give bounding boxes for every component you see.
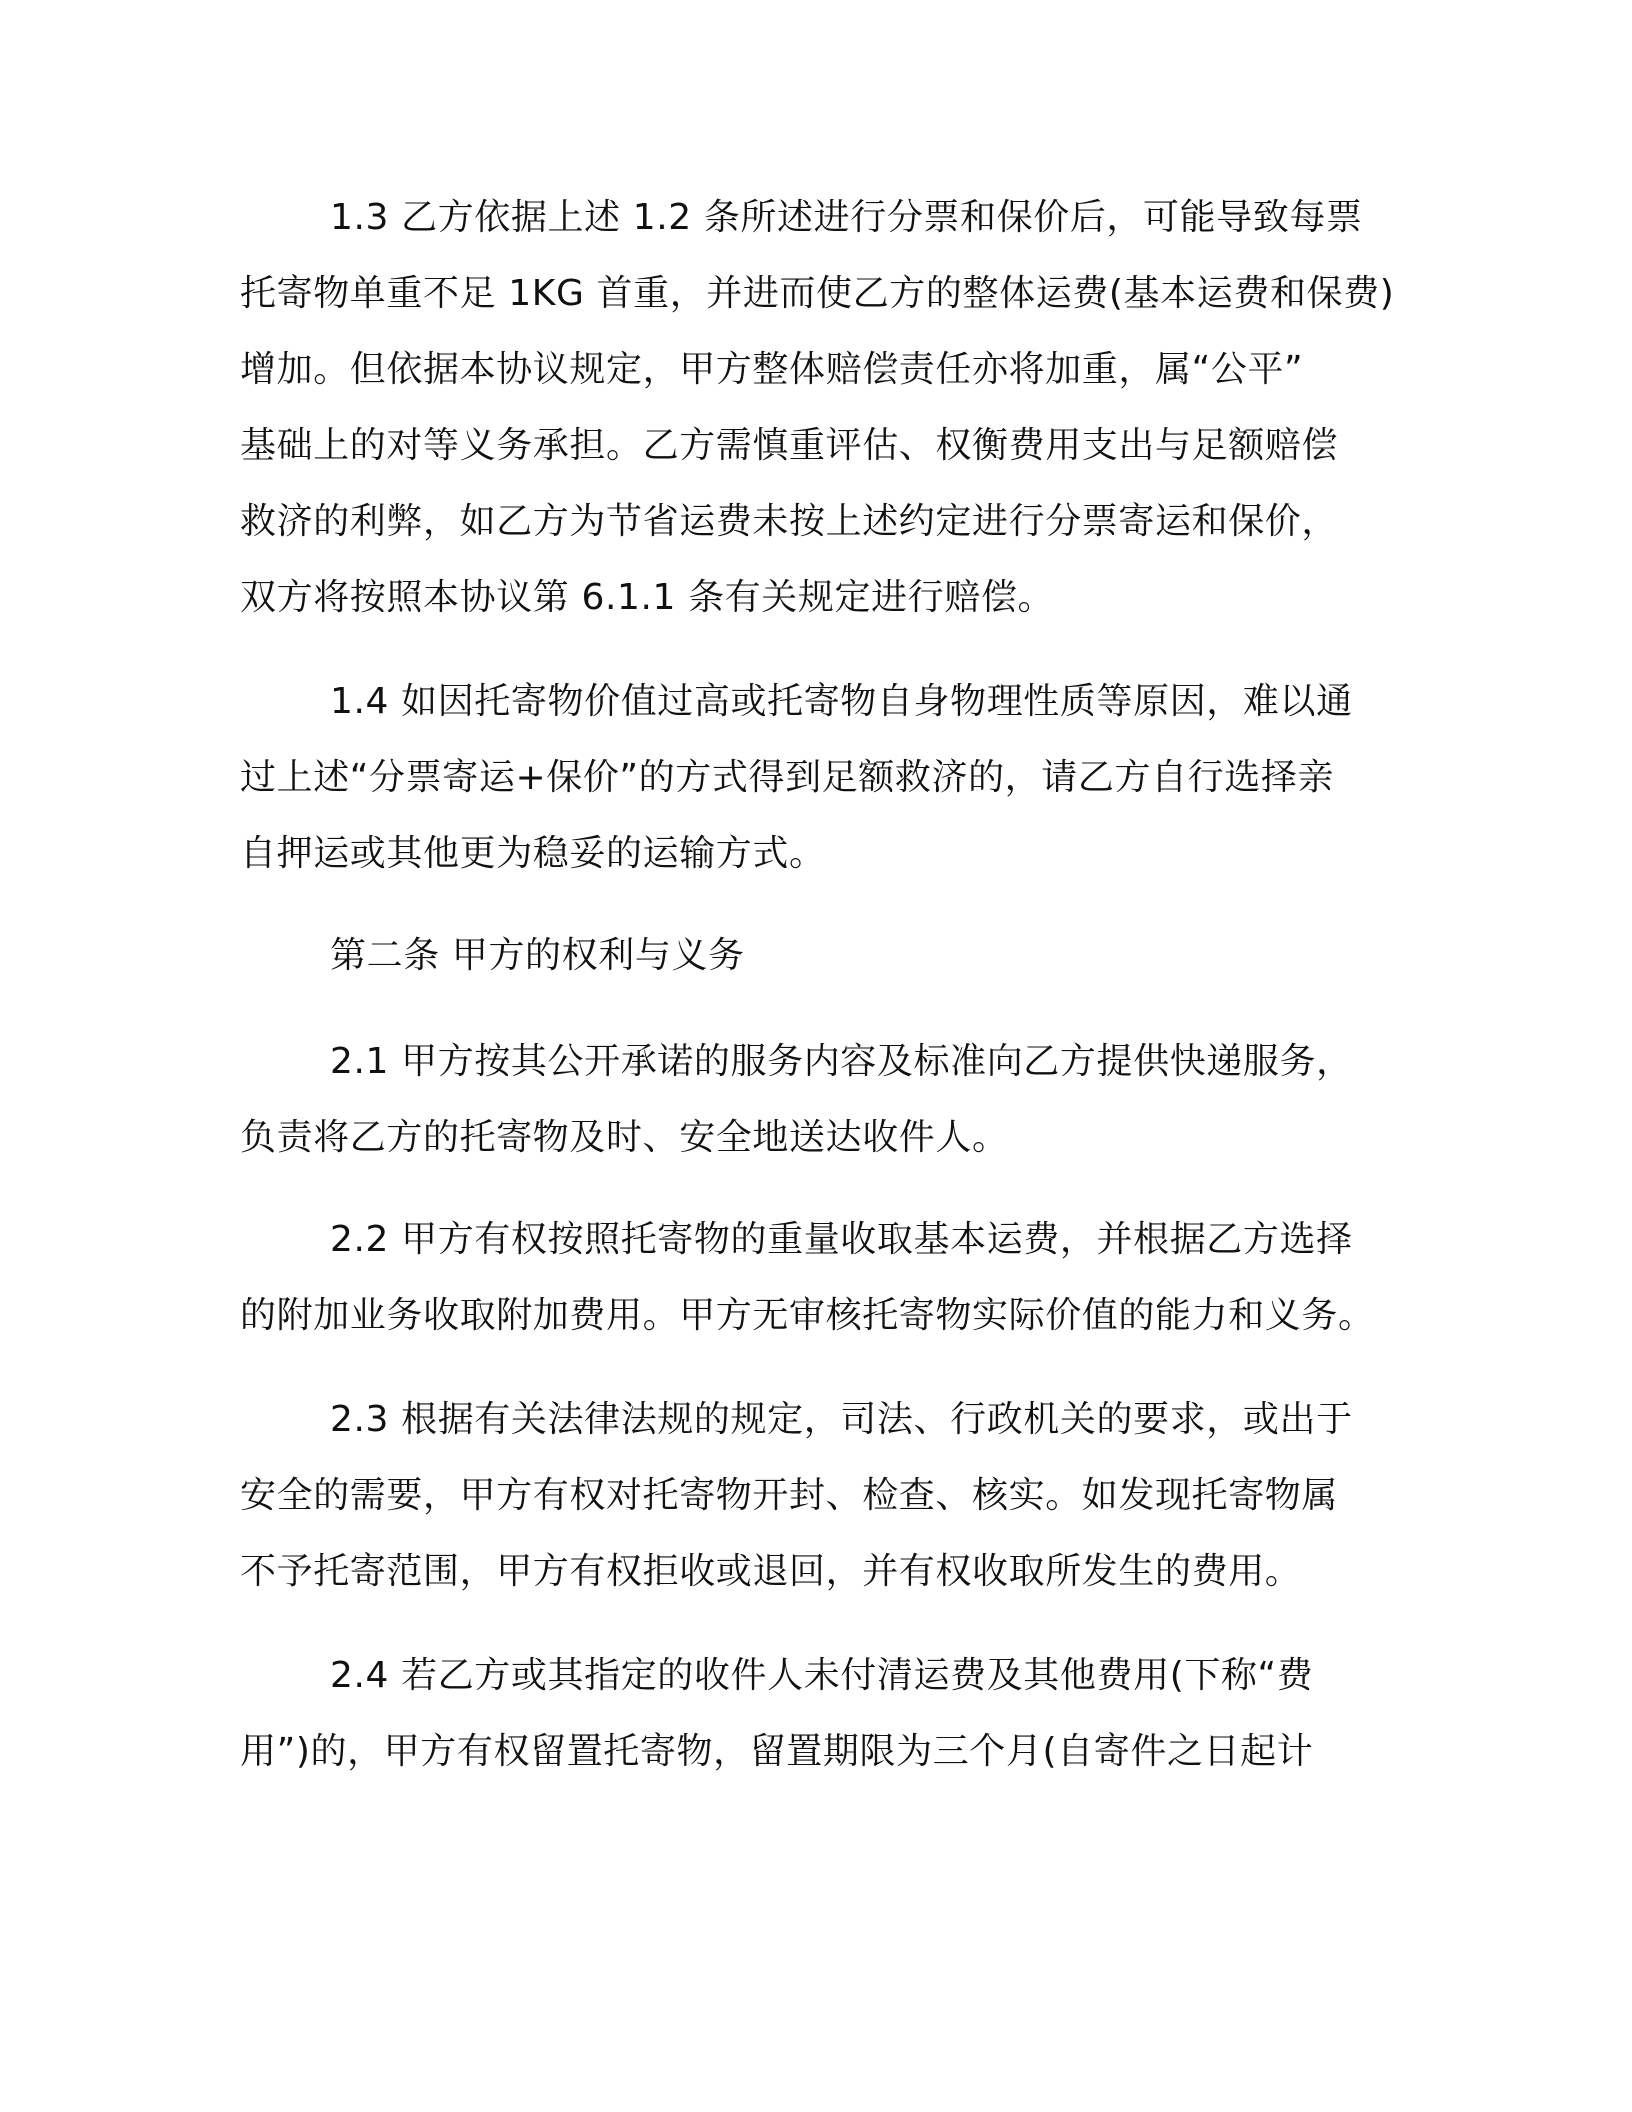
paragraph-1-4-line-2: 过上述“分票寄运+保价”的方式得到足额救济的，请乙方自行选择亲 — [240, 757, 1335, 798]
paragraph-1-4-line-3: 自押运或其他更为稳妥的运输方式。 — [240, 833, 826, 874]
paragraph-2-2-line-2: 的附加业务收取附加费用。甲方无审核托寄物实际价值的能力和义务。 — [240, 1295, 1375, 1336]
paragraph-1-3-line-1: 1.3 乙方依据上述 1.2 条所述进行分票和保价后，可能导致每票 — [330, 197, 1363, 238]
paragraph-1-3-line-2: 托寄物单重不足 1KG 首重，并进而使乙方的整体运费(基本运费和保费) — [240, 273, 1395, 314]
section-heading: 第二条 甲方的权利与义务 — [330, 935, 745, 976]
paragraph-1-4-line-1: 1.4 如因托寄物价值过高或托寄物自身物理性质等原因，难以通 — [330, 681, 1353, 722]
paragraph-1-3-line-3: 增加。但依据本协议规定，甲方整体赔偿责任亦将加重，属“公平” — [240, 349, 1304, 390]
paragraph-2-2-line-1: 2.2 甲方有权按照托寄物的重量收取基本运费，并根据乙方选择 — [330, 1219, 1353, 1260]
paragraph-1-3-line-4: 基础上的对等义务承担。乙方需慎重评估、权衡费用支出与足额赔偿 — [240, 425, 1339, 466]
paragraph-2-1-line-2: 负责将乙方的托寄物及时、安全地送达收件人。 — [240, 1117, 1009, 1158]
paragraph-2-4-line-2: 用”)的，甲方有权留置托寄物，留置期限为三个月(自寄件之日起计 — [240, 1731, 1314, 1772]
paragraph-2-3-line-2: 安全的需要，甲方有权对托寄物开封、检查、核实。如发现托寄物属 — [240, 1475, 1339, 1516]
paragraph-1-3-line-5: 救济的利弊，如乙方为节省运费未按上述约定进行分票寄运和保价， — [240, 501, 1339, 542]
paragraph-2-3-line-1: 2.3 根据有关法律法规的规定，司法、行政机关的要求，或出于 — [330, 1399, 1353, 1440]
paragraph-1-3-line-6: 双方将按照本协议第 6.1.1 条有关规定进行赔偿。 — [240, 577, 1055, 618]
paragraph-2-3-line-3: 不予托寄范围，甲方有权拒收或退回，并有权收取所发生的费用。 — [240, 1551, 1302, 1592]
paragraph-2-4-line-1: 2.4 若乙方或其指定的收件人未付清运费及其他费用(下称“费 — [330, 1655, 1314, 1696]
paragraph-2-1-line-1: 2.1 甲方按其公开承诺的服务内容及标准向乙方提供快递服务， — [330, 1041, 1353, 1082]
